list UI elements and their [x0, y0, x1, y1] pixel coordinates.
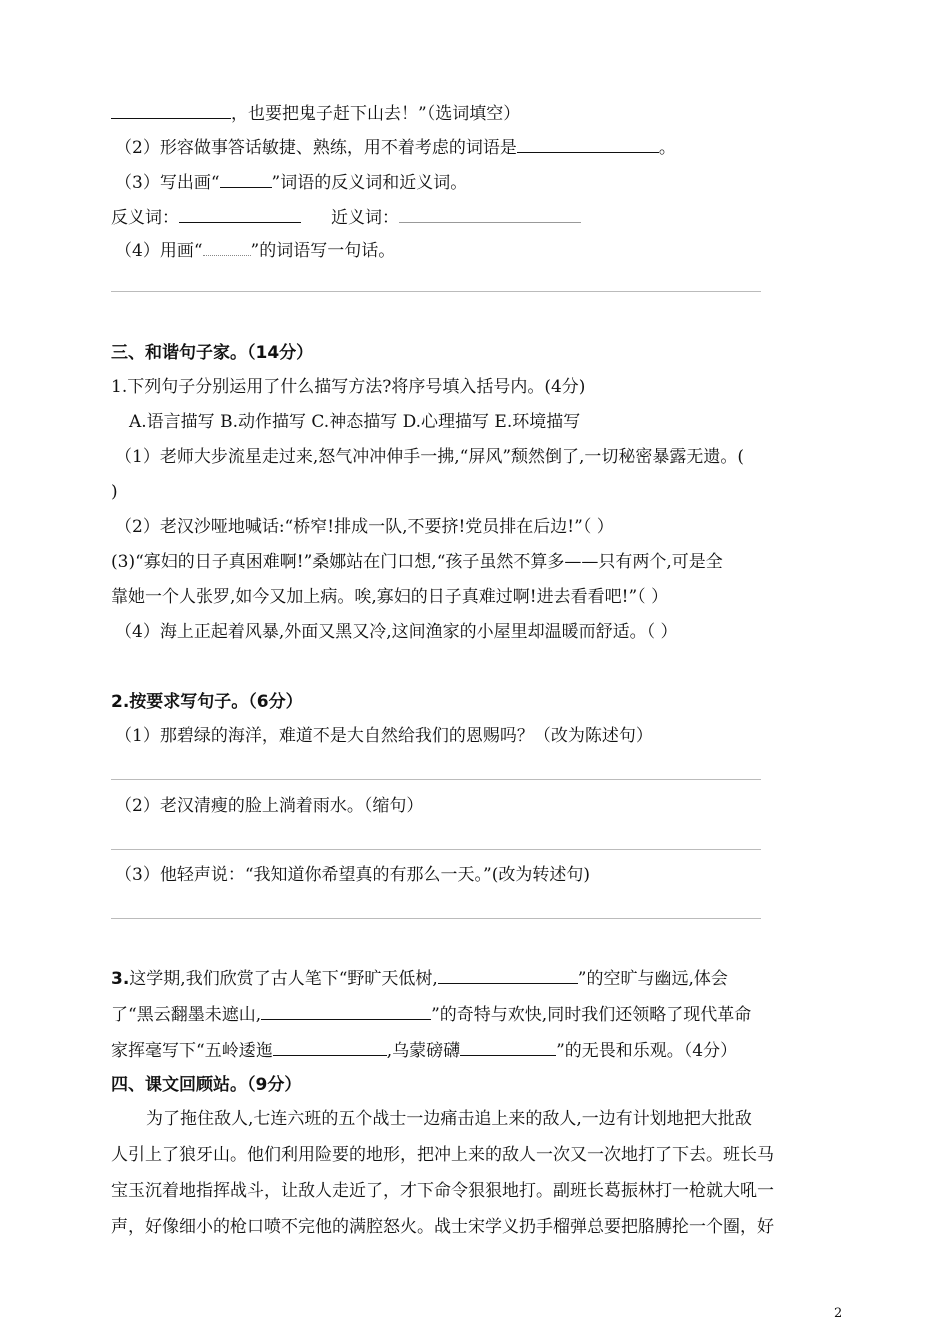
sentence-item: （4）海上正起着风暴,外面又黑又冷,这间渔家的小屋里却温暖而舒适。（ ） [115, 622, 678, 642]
question-text: ，也要把鬼子赶下山去！”（选词填空） [231, 104, 521, 124]
question-3 [115, 169, 467, 194]
answer-blank[interactable] [261, 1001, 431, 1020]
question-text: ”的无畏和乐观。（4分） [556, 1041, 738, 1061]
section-heading: 三、和谐句子家。（14分） [111, 343, 314, 363]
passage-line: 为了拖住敌人,七连六班的五个战士一边痛击追上来的敌人,一边有计划地把大批敌 [146, 1109, 752, 1129]
question-text: （4）用画“ [115, 241, 203, 261]
page-number: 2 [834, 1306, 843, 1321]
question-title: 1.下列句子分别运用了什么描写方法?将序号填入括号内。(4分) [111, 377, 586, 397]
antonym-label: 反义词： [111, 208, 179, 228]
rewrite-item: （3）他轻声说：“我知道你希望真的有那么一天。”(改为转述句) [115, 865, 590, 885]
synonym-blank[interactable] [399, 204, 581, 223]
question-text: ”的空旷与幽远,体会 [577, 969, 728, 989]
rewrite-item: （1）那碧绿的海洋，难道不是大自然给我们的恩赐吗？（改为陈述句） [115, 726, 653, 746]
poem-fill-line [111, 1001, 751, 1026]
question-text: 了“黑云翻墨未遮山, [111, 1005, 262, 1025]
sentence-item: （2）老汉沙哑地喊话:“桥窄!排成一队,不要挤!党员排在后边!”（ ） [115, 517, 614, 537]
question-text: （2）形容做事答话敏捷、熟练，用不着考虑的词语是 [115, 138, 517, 158]
answer-line[interactable] [111, 918, 761, 919]
question-text: ,乌蒙磅礴 [386, 1041, 461, 1061]
sentence-item: (3)“寡妇的日子真困难啊!”桑娜站在门口想,“孩子虽然不算多——只有两个,可是全 [111, 552, 723, 572]
poem-fill-line [111, 1037, 737, 1062]
wavy-underline-marker [203, 243, 251, 256]
question-text: 这学期,我们欣赏了古人笔下“野旷天低树, [129, 969, 438, 989]
answer-blank[interactable] [517, 134, 659, 153]
sentence-item-cont: 靠她一个人张罗,如今又加上病。唉,寡妇的日子真难过啊!进去看看吧!”（ ） [111, 587, 669, 607]
options-row: A.语言描写 B.动作描写 C.神态描写 D.心理描写 E.环境描写 [129, 412, 581, 432]
answer-blank[interactable] [273, 1037, 387, 1056]
sentence-item-close: ) [111, 482, 118, 502]
punctuation: 。 [658, 138, 676, 158]
passage-line: 声，好像细小的枪口喷不完他的满腔怒火。战士宋学义扔手榴弹总要把胳膊抡一个圈，好 [111, 1217, 774, 1237]
rewrite-item: （2）老汉清瘦的脸上淌着雨水。（缩句） [115, 796, 424, 816]
answer-blank[interactable] [111, 100, 231, 119]
question-text: ”的奇特与欢快,同时我们还领略了现代革命 [431, 1005, 752, 1025]
question-text: ”词语的反义词和近义词。 [271, 173, 468, 193]
fill-blank-line [111, 100, 520, 125]
sentence-item: （1）老师大步流星走过来,怒气冲冲伸手一拂,“屏风”颓然倒了,一切秘密暴露无遗。( [115, 447, 745, 467]
passage-line: 人引上了狼牙山。他们利用险要的地形，把冲上来的敌人一次又一次地打了下去。班长马 [111, 1145, 774, 1165]
passage-line: 宝玉沉着地指挥战斗，让敌人走近了，才下命令狠狠地打。副班长葛振林打一枪就大吼一 [111, 1181, 774, 1201]
question-text: 家挥毫写下“五岭逶迤 [111, 1041, 273, 1061]
answer-line[interactable] [111, 849, 761, 850]
question-title: 2.按要求写句子。（6分） [111, 692, 303, 712]
answer-blank[interactable] [438, 965, 578, 984]
synonym-label: 近义词： [331, 208, 399, 228]
answer-line[interactable] [111, 779, 761, 780]
question-text: （3）写出画“ [115, 173, 220, 193]
poem-fill-line: 3.这学期,我们欣赏了古人笔下“野旷天低树, ”的空旷与幽远,体会 [111, 965, 728, 990]
underline-marker [220, 169, 272, 188]
question-4 [115, 240, 395, 262]
answer-blank[interactable] [460, 1037, 556, 1056]
antonym-synonym-row [111, 204, 581, 229]
antonym-blank[interactable] [179, 204, 301, 223]
answer-line[interactable] [111, 291, 761, 292]
section-heading: 四、课文回顾站。（9分） [111, 1075, 302, 1095]
question-2 [115, 134, 676, 159]
question-text: ”的词语写一句话。 [250, 241, 396, 261]
